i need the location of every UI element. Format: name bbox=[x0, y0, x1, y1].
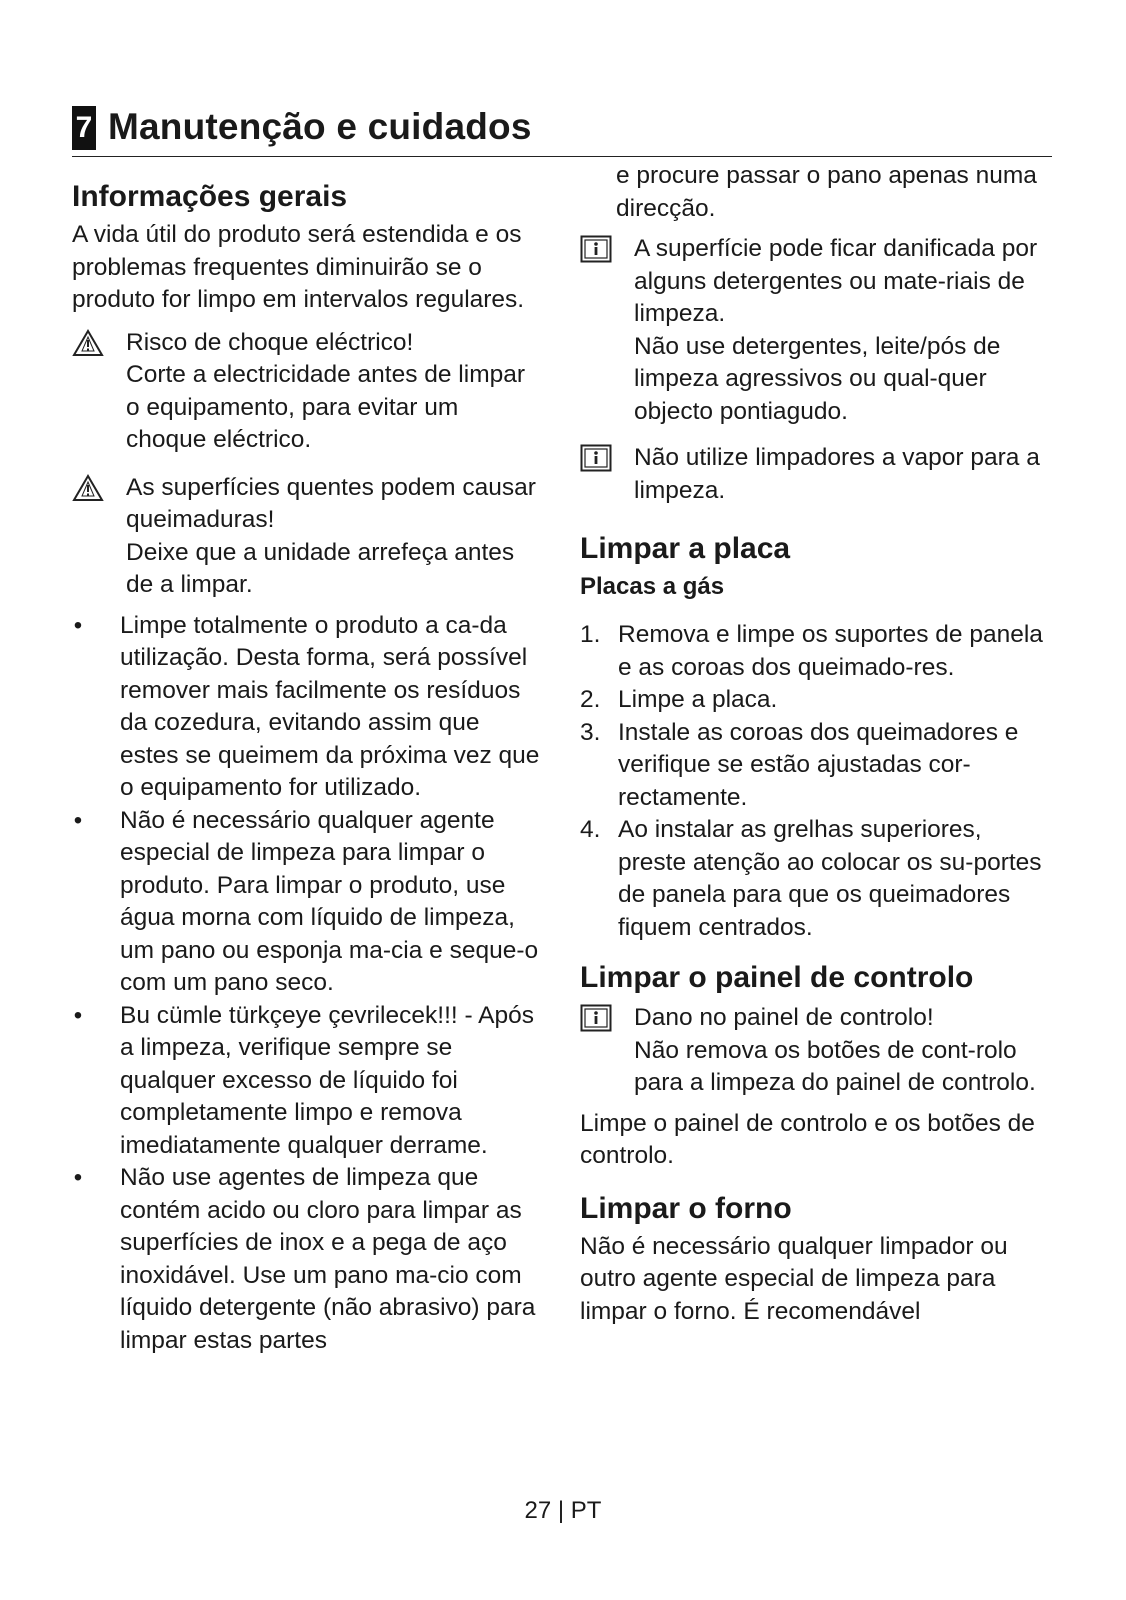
page-number: 27 | PT bbox=[524, 1497, 602, 1524]
list-item: • Bu cümle türkçeye çevrilecek!!! - Após a limpeza, verifique sempre se qualquer excesso de líquido foi completamente limpo e remova imediatamente qualquer derrame. bbox=[73, 1001, 534, 1159]
general-intro: A vida útil do produto será estendida e os problemas frequentes diminuirão se o produto for limpo em intervalos regulares. bbox=[72, 221, 525, 313]
list-item: 2. Limpe a placa. bbox=[580, 686, 778, 713]
info-3-line-2: Não remova os botões de cont-rolo para a limpeza do painel de controlo. bbox=[634, 1036, 1036, 1096]
bullet-icon: • bbox=[73, 1164, 83, 1191]
warning-electric-shock bbox=[72, 327, 542, 457]
heading-clean-hob: Limpar a placa bbox=[580, 532, 791, 565]
list-item: • Não use agentes de limpeza que contém acido ou cloro para limpar as superfícies de inox e a pega de aço inoxidável. Use um pano ma-cio com líquido detergente (não abrasivo) para limpar estas partes bbox=[73, 1164, 536, 1354]
chapter-number: 7 bbox=[72, 106, 96, 150]
info-steam-cleaners bbox=[580, 442, 1052, 507]
info-1-line-2: Não use detergentes, leite/pós de limpeza agressivos ou qual-quer objecto pontiagudo. bbox=[634, 332, 1001, 425]
list-item: 4. Ao instalar as grelhas superiores, preste atenção ao colocar os su-portes de panela para que os queimadores fiquem centrados. bbox=[580, 816, 1042, 941]
warning-2-line-2: Deixe que a unidade arrefeça antes de a limpar. bbox=[126, 538, 515, 598]
warning-2-line-1: As superfícies quentes podem causar queimaduras! bbox=[126, 473, 536, 533]
oven-text: Não é necessário qualquer limpador ou outro agente especial de limpeza para limpar o forno. É recomendável bbox=[580, 1232, 1008, 1325]
subheading-gas-hobs: Placas a gás bbox=[580, 573, 725, 600]
list-item: • Limpe totalmente o produto a ca-da utilização. Desta forma, será possível remover mais facilmente os resíduos da cozedura, evitando assim que estes se queimem da próxima vez que o equipamento for utilizado. bbox=[73, 611, 540, 801]
warning-1-line-2: Corte a electricidade antes de limpar o equipamento, para evitar um choque eléctrico. bbox=[126, 361, 526, 453]
warning-1-line-1: Risco de choque eléctrico! bbox=[126, 328, 414, 356]
chapter-title: Manutenção e cuidados bbox=[108, 106, 532, 147]
info-icon bbox=[580, 1004, 612, 1042]
control-panel-text: Limpe o painel de controlo e os botões de controlo. bbox=[580, 1109, 1035, 1169]
chapter-header bbox=[72, 104, 1052, 157]
cleaning-bullets bbox=[72, 610, 542, 1358]
heading-general-info: Informações gerais bbox=[72, 180, 348, 213]
info-icon bbox=[580, 444, 612, 482]
list-item: • Não é necessário qualquer agente especial de limpeza para limpar o produto. Para limpar o produto, use água morna com líquido de limpeza, um pano ou esponja ma-cia e seque-o com um pano seco. bbox=[73, 806, 539, 996]
info-3-line-1: Dano no painel de controlo! bbox=[634, 1004, 934, 1031]
info-2-line-1: Não utilize limpadores a vapor para a limpeza. bbox=[634, 444, 1040, 504]
list-item: 3. Instale as coroas dos queimadores e verifique se estão ajustadas cor-rectamente. bbox=[580, 718, 1019, 811]
heading-clean-oven: Limpar o forno bbox=[580, 1191, 792, 1225]
left-column bbox=[72, 177, 542, 1357]
info-icon bbox=[580, 235, 612, 273]
bullet-icon: • bbox=[73, 611, 83, 639]
list-item: 1. Remova e limpe os suportes de panela e as coroas dos queimado-res. bbox=[580, 621, 1043, 681]
info-control-panel bbox=[580, 1002, 1052, 1100]
info-1-line-1: A superfície pode ficar danificada por alguns detergentes ou mate-riais de limpeza. bbox=[634, 235, 1038, 327]
warning-triangle-icon bbox=[72, 474, 104, 512]
bullet-icon: • bbox=[73, 1001, 83, 1029]
info-detergents bbox=[580, 233, 1052, 428]
hob-steps bbox=[580, 619, 1052, 944]
right-column bbox=[580, 160, 1052, 1328]
warning-triangle-icon bbox=[72, 329, 104, 367]
warning-hot-surfaces bbox=[72, 472, 542, 602]
heading-clean-control-panel: Limpar o painel de controlo bbox=[580, 961, 974, 994]
bullet-icon: • bbox=[73, 806, 83, 834]
continued-text: e procure passar o pano apenas numa direcção. bbox=[616, 162, 1037, 222]
